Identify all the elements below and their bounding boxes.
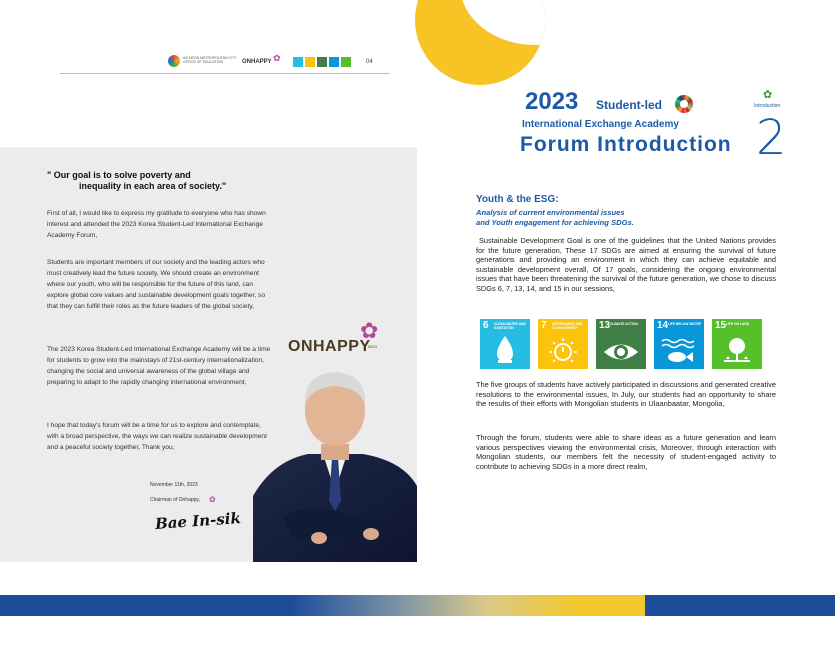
sdg-7-tile — [538, 319, 588, 369]
body-paragraph: Through the forum, students were able to share ideas as a future generation and learn various perspectives viewing the environmental crisis, Moreover, through interaction with Mongolian students, our members felt the necessity of student-engaged activity to contribute to achieving SDGs in a more direct realm, — [476, 433, 776, 471]
subheading-line1: Analysis of current environmental issues — [476, 208, 625, 217]
sdg6-mini-icon — [293, 57, 303, 67]
message-paragraph: The 2023 Korea Student-Led International Exchange Academy will be a time for students to grow into the mainstays of 21st-century internationalization, changing the social and universal awareness of the global village and preparing to adapt to the rapidly changing international environment, — [47, 346, 271, 386]
decorative-arc — [415, 0, 545, 85]
section-number: 2 — [756, 110, 787, 166]
sun-power-icon — [538, 319, 588, 369]
clover-icon: ✿ — [763, 89, 773, 101]
sdg14-mini-icon — [329, 57, 339, 67]
sdg15-mini-icon — [341, 57, 351, 67]
clover-icon: ✿ — [209, 495, 216, 504]
sdg-15-tile — [712, 319, 762, 369]
message-paragraph: I hope that today's forum will be a time for us to explore and contemplate, with a broad perspective, the ways we can realize sustainable development and a peaceful society together, Thank you, — [47, 422, 267, 451]
chairman-title: Chairman of Onhappy, — [150, 497, 200, 503]
sdg-label: LIFE BELOW WATER — [668, 322, 701, 326]
footer-band-right — [645, 595, 835, 616]
clover-icon: ✿ — [273, 53, 281, 63]
sdg13-mini-icon — [317, 57, 327, 67]
eye-earth-icon — [596, 319, 646, 369]
signature: Bae In-sik — [154, 509, 242, 533]
page-number: 04 — [366, 59, 373, 65]
sdg-number: 6 — [483, 320, 489, 331]
sdg-label: LIFE ON LAND — [726, 322, 750, 326]
sdg-label: CLEAN WATER AND SANITATION — [494, 322, 526, 330]
title-academy: International Exchange Academy — [522, 119, 679, 130]
sdg-number: 14 — [657, 320, 669, 331]
tree-icon — [712, 319, 762, 369]
body-paragraph: Sustainable Development Goal is one of the guidelines that the United Nations provides for the future generation, These 17 SDGs are aimed at ensuring the survival of future generations and providing an environment in which they can achieve equitable and sustainable development overall, Of 17 goals, considering the ongoing environmental issues that have been threatening the survival of the future generation, we chose to discuss SDGs 6, 7, 13, 14, and 15 in our sessions, — [476, 236, 776, 293]
sdg-number: 13 — [599, 320, 611, 331]
onhappy-logo: ONHAPPY — [288, 338, 371, 355]
footer-band-left — [0, 595, 290, 616]
body-paragraph: The five groups of students have actively participated in discussions and generated creative resolutions to the environmental issues, In July, our students had an opportunity to share the results of their efforts with Mongolian students in Ulaanbaatar, Mongolia, — [476, 380, 776, 409]
quote — [47, 170, 226, 192]
office-logo-icon — [168, 55, 180, 67]
sdg7-mini-icon — [305, 57, 315, 67]
sdg-6-tile — [480, 319, 530, 369]
sdg-number: 7 — [541, 320, 547, 331]
subheading-line2: and Youth engagement for achieving SDGs. — [476, 218, 634, 227]
message-paragraph: First of all, I would like to express my gratitude to everyone who has shown interest and attended the 2023 Korea Student-Led International Exchange Academy Forum, — [47, 210, 266, 239]
sdg-wheel-icon — [675, 95, 693, 113]
sdg-14-tile — [654, 319, 704, 369]
message-paragraph: Students are important members of our society and the leading actors who must creatively lead the future society, We should create an environment where our youth, who will be responsible for the future of this land, can explore global core values and sustainable development goals together, so that they can fulfill their roles as the future leaders of the global society, — [47, 259, 266, 310]
fish-icon — [654, 319, 704, 369]
chairman-photo — [253, 366, 417, 562]
onhappy-logo-sub: NGO — [368, 344, 378, 349]
page-title: Forum Introduction — [520, 133, 732, 156]
onhappy-clover-icon: ✿ — [360, 318, 379, 343]
section-heading: Youth & the ESG: — [476, 194, 559, 205]
sdg-label: CLIMATE ACTION — [610, 322, 638, 326]
sdg-label: AFFORDABLE AND CLEAN ENERGY — [552, 322, 583, 330]
quote-line1: " Our goal is to solve poverty and — [47, 170, 191, 180]
office-line2: OFFICE OF EDUCATION — [183, 60, 223, 64]
footer-band-gradient — [290, 595, 645, 616]
office-name — [183, 56, 243, 64]
section-label: Introduction — [754, 103, 781, 109]
water-drop-icon — [480, 319, 530, 369]
quote-line2: inequality in each area of society." — [79, 181, 227, 191]
title-year: 2023 — [525, 88, 579, 115]
letter-date: November 11th, 2023 — [150, 482, 198, 488]
section-subheading — [476, 208, 634, 228]
title-student-led: Student-led — [596, 98, 662, 112]
header-divider — [60, 73, 390, 74]
sdg-number: 15 — [715, 320, 727, 331]
office-line1: INCHEON METROPOLITAN CITY — [183, 56, 237, 60]
header-brand: ONHAPPY — [242, 59, 272, 65]
sdg-13-tile — [596, 319, 646, 369]
